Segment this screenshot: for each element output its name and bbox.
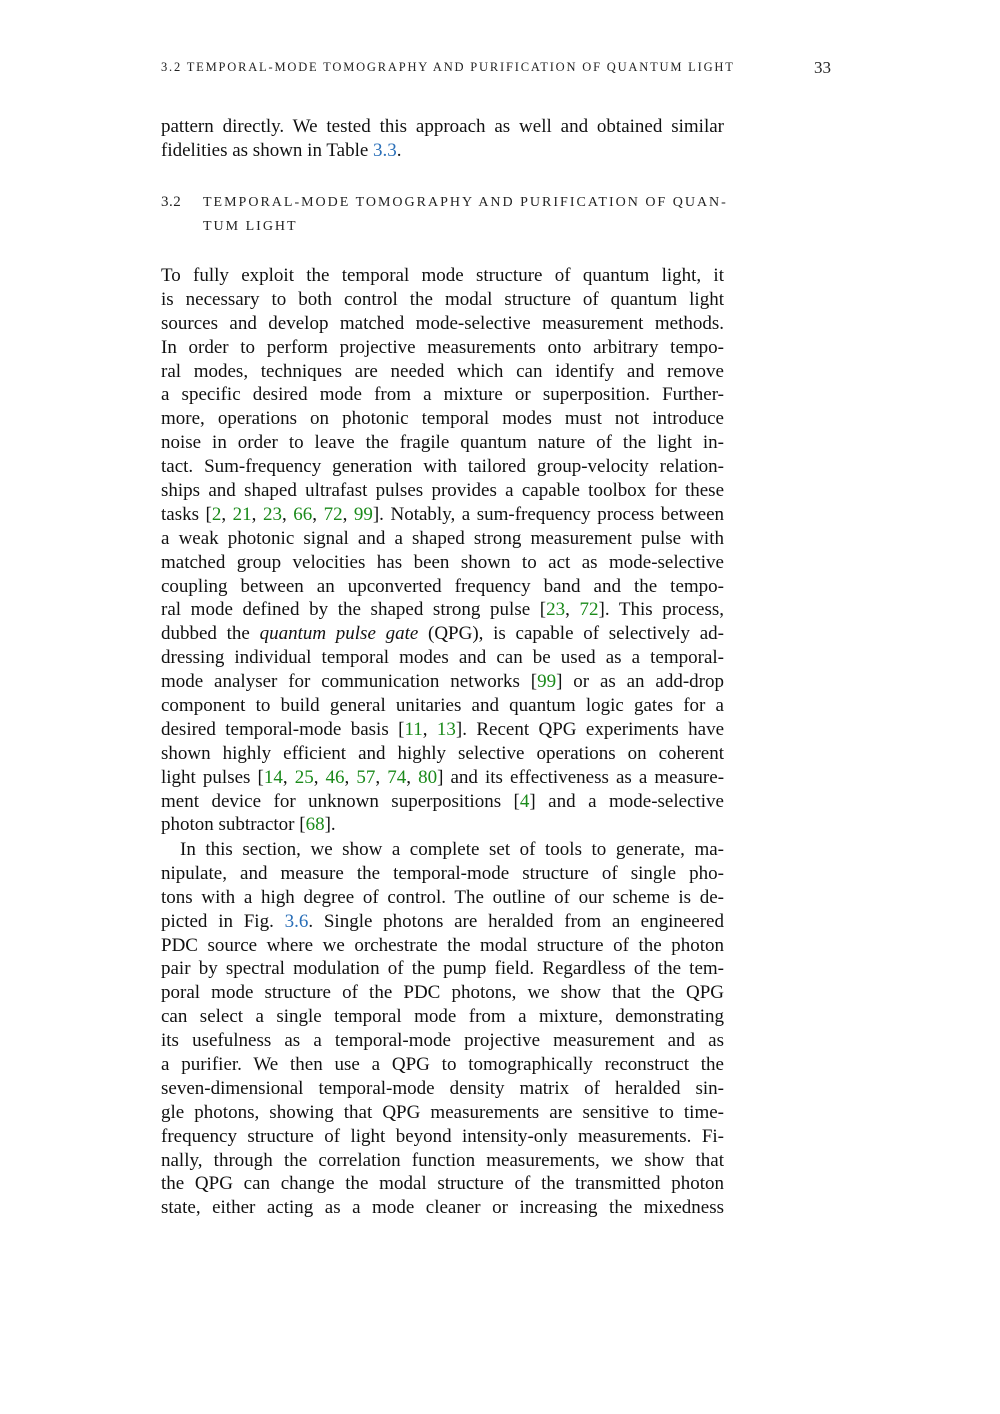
citation-link[interactable]: 99 — [537, 671, 557, 693]
p1-line: a weak photonic signal and a shaped strong measurement pulse with — [161, 527, 724, 549]
citation-link[interactable]: 57 — [356, 766, 376, 788]
citation-link[interactable]: 46 — [325, 766, 345, 788]
p1-line-23 — [161, 790, 724, 814]
p1-line: ships and shaped ultrafast pulses provides a capable toolbox for these — [161, 480, 724, 502]
p2-line: state, either acting as a mode cleaner or increasing the mixedness — [161, 1197, 724, 1219]
p1-line: To fully exploit the temporal mode structure of quantum light, it — [161, 265, 724, 286]
text: (QPG), is capable of selectively ad- — [418, 623, 724, 645]
text: ] or as an add-drop — [556, 671, 724, 693]
p1-line-24 — [161, 813, 724, 837]
p2-line: gle photons, showing that QPG measurements are sensitive to time- — [161, 1101, 724, 1123]
p1-line: dressing individual temporal modes and can be used as a temporal- — [161, 647, 724, 669]
p1-line: matched group velocities has been shown to act as mode-selective — [161, 551, 724, 573]
citation-link[interactable]: 23 — [546, 599, 566, 621]
citation-link[interactable]: 21 — [232, 503, 252, 525]
p2-line: a purifier. We then use a QPG to tomographically reconstruct the — [161, 1054, 724, 1076]
p1-line: is necessary to both control the modal structure of quantum light — [161, 288, 724, 310]
text: light pulses [ — [161, 766, 264, 788]
p2-line-4 — [161, 910, 724, 934]
p1-line: more, operations on photonic temporal modes must not introduce — [161, 408, 724, 430]
p1-line: sources and develop matched mode-selective measurement methods. — [161, 312, 724, 334]
citation-link[interactable]: 80 — [418, 766, 438, 788]
section-title-line-1: TEMPORAL-MODE TOMOGRAPHY AND PURIFICATION OF QUAN- — [203, 195, 728, 210]
citation-link[interactable]: 68 — [305, 814, 325, 836]
section-title-line-2: TUM LIGHT — [203, 219, 298, 234]
table-3-3-link[interactable]: 3.3 — [373, 139, 397, 161]
text: ] and a mode-selective — [529, 790, 724, 812]
p1-line-18 — [161, 670, 724, 694]
figure-3-6-link[interactable]: 3.6 — [284, 910, 309, 932]
p1-line-11: tasks [2, 21, 23, 66, 72, 99]. Notably, a sum-frequency process between — [161, 503, 725, 525]
paragraph-2 — [161, 838, 724, 1220]
p1-line: ral modes, techniques are needed which can identify and remove — [161, 360, 724, 382]
citation-link[interactable]: 99 — [353, 503, 373, 525]
intro-line-1: pattern directly. We tested this approach as well and obtained similar — [161, 116, 724, 137]
text: photon subtractor [ — [161, 814, 306, 836]
intro-paragraph — [161, 115, 724, 163]
p1-line: shown highly efficient and highly selective operations on coherent — [161, 742, 724, 764]
text: mode analyser for communication networks [ — [161, 671, 538, 693]
p2-line: frequency structure of light beyond intensity-only measurements. Fi- — [161, 1125, 724, 1147]
p2-line: nally, through the correlation function measurements, we show that — [161, 1149, 724, 1171]
p1-line-16 — [161, 622, 724, 646]
citation-link[interactable]: 72 — [579, 599, 599, 621]
citation-link[interactable]: 2 — [211, 503, 222, 525]
text: ]. Recent QPG experiments have — [455, 718, 724, 740]
p2-line: the QPG can change the modal structure of the transmitted photon — [161, 1173, 724, 1195]
section-number: 3.2 — [161, 194, 182, 210]
p1-line: coupling between an upconverted frequency band and the tempo- — [161, 575, 724, 597]
p2-line: pair by spectral modulation of the pump field. Regardless of the tem- — [161, 958, 724, 980]
p1-line: noise in order to leave the fragile quantum nature of the light in- — [161, 432, 724, 454]
p2-line: nipulate, and measure the temporal-mode structure of single pho- — [161, 862, 724, 884]
text: ] and its effectiveness as a measure- — [437, 766, 725, 788]
text: ]. — [324, 814, 336, 836]
text: . Single photons are heralded from an engineered — [308, 910, 724, 932]
p1-line-22: light pulses [14, 25, 46, 57, 74, 80] and its effectiveness as a measure- — [161, 766, 725, 788]
p2-line: seven-dimensional temporal-mode density matrix of heralded sin- — [161, 1077, 724, 1099]
citation-link[interactable]: 23 — [262, 503, 282, 525]
text: picted in Fig. — [161, 910, 285, 932]
qpg-term: quantum pulse gate — [259, 623, 419, 645]
text: dubbed the — [161, 623, 260, 645]
text: ]. This process, — [598, 599, 724, 621]
p1-line: tact. Sum-frequency generation with tailored group-velocity relation- — [161, 456, 724, 478]
citation-link[interactable]: 11 — [404, 718, 423, 740]
paragraph-1 — [161, 264, 724, 837]
p1-line: component to build general unitaries and quantum logic gates for a — [161, 695, 724, 717]
running-head — [161, 58, 831, 80]
intro-text: fidelities as shown in Table — [161, 139, 374, 161]
citation-link[interactable]: 13 — [436, 718, 456, 740]
p1-line-15: ral mode defined by the shaped strong pulse [23, 72]. This process, — [161, 599, 724, 621]
p2-line: can select a single temporal mode from a mixture, demonstrating — [161, 1006, 724, 1028]
citation-link[interactable]: 14 — [263, 766, 283, 788]
text: ment device for unknown superpositions [ — [161, 790, 520, 812]
running-head-title: 3.2 TEMPORAL-MODE TOMOGRAPHY AND PURIFICATION OF QUANTUM LIGHT — [161, 60, 735, 74]
p2-line: PDC source where we orchestrate the modal structure of the photon — [161, 934, 724, 956]
text: ]. Notably, a sum-frequency process between — [372, 503, 725, 525]
p1-line-20: desired temporal-mode basis [11, 13]. Recent QPG experiments have — [161, 718, 724, 740]
p2-line: tons with a high degree of control. The outline of our scheme is de- — [161, 886, 724, 908]
citation-link[interactable]: 66 — [293, 503, 313, 525]
citation-link[interactable]: 74 — [387, 766, 407, 788]
citation-link[interactable]: 4 — [519, 790, 530, 812]
text: tasks [ — [161, 503, 212, 525]
citation-link[interactable]: 72 — [323, 503, 343, 525]
p1-line: In order to perform projective measurements onto arbitrary tempo- — [161, 336, 724, 358]
intro-line-2 — [161, 139, 724, 163]
text: ral mode defined by the shaped strong pulse [ — [161, 599, 547, 621]
p2-line: its usefulness as a temporal-mode projective measurement and as — [161, 1030, 724, 1052]
citation-link[interactable]: 25 — [294, 766, 314, 788]
text: desired temporal-mode basis [ — [161, 718, 405, 740]
p2-line: In this section, we show a complete set of tools to generate, ma- — [180, 839, 724, 860]
intro-end: . — [396, 139, 402, 161]
p1-line: a specific desired mode from a mixture or superposition. Further- — [161, 384, 724, 406]
p2-line: poral mode structure of the PDC photons, we show that the QPG — [161, 982, 724, 1004]
page-number: 33 — [814, 58, 831, 77]
